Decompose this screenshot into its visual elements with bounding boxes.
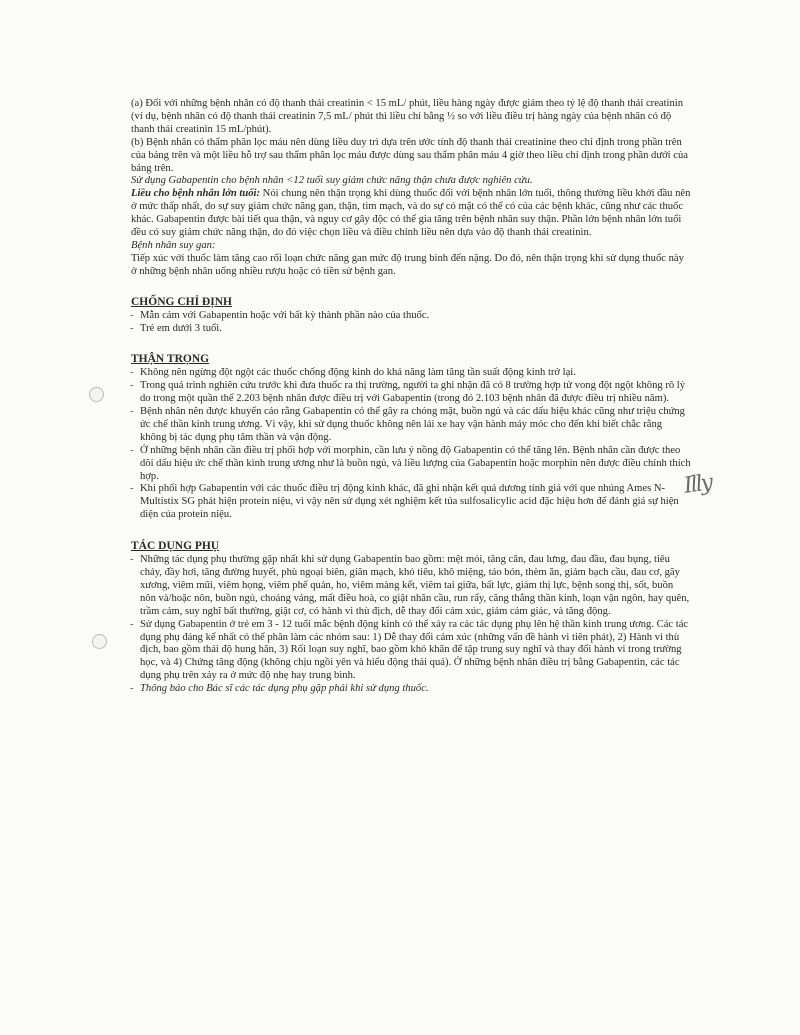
list-item: - Ở những bệnh nhân cần điều trị phối hợp với morphin, cần lưu ý nồng độ Gabapentin có thể tăng lên. Bệnh nhân cần được theo dõi dấu hiệu ức chế thần kinh trung ương như là buồn ngủ, và liều lượng của Gabapentin hoặc morphin nên được điều chỉnh thích hợp.	[131, 445, 691, 484]
elderly-dosing	[131, 188, 691, 240]
list-item: - Trong quá trình nghiên cứu trước khi đưa thuốc ra thị trường, người ta ghi nhận đã có 8 trường hợp tử vong đột ngột không rõ lý do trong một quần thể 2.203 bệnh nhân được điều trị với Gabapentin (trong đó 2.103 bệnh nhân đã được điều trị nhiều năm).	[131, 380, 691, 406]
elderly-dosing-label: Liều cho bệnh nhân lớn tuổi:	[131, 188, 261, 200]
list-item: - Mẫn cảm với Gabapentin hoặc với bất kỳ thành phần nào của thuốc.	[131, 310, 691, 323]
liver-label: Bệnh nhân suy gan:	[131, 239, 216, 251]
precautions-list	[131, 367, 691, 522]
side-effects-heading: TÁC DỤNG PHỤ	[131, 540, 220, 553]
contraindications-list	[131, 310, 691, 336]
list-item: - Những tác dụng phụ thường gặp nhất khi sử dụng Gabapentin bao gồm: mệt mỏi, tăng cân, đau lưng, đau đầu, đau bụng, tiêu chảy, đầy hơi, tăng đường huyết, phù ngoại biên, giãn mạch, khó tiêu, khô miệng, táo bón, thèm ăn, giảm bạch cầu, đau cơ, gãy xương, viêm mũi, viêm họng, viêm phế quản, ho, viêm màng kết, viêm tai giữa, bất lực, giảm thị lực, bệnh song thị, sốt, buồn nôn và/hoặc nôn, buồn ngủ, choáng váng, mất điều hoà, co giật nhãn cầu, run rẩy, căng thẳng thần kinh, loạn vận ngôn, hay quên, trầm cảm, suy nghĩ bất thường, giật cơ, có hành vi thù địch, dễ thay đổi cảm xúc, giảm cảm giác, và tăng động.	[131, 554, 691, 619]
side-effects-list	[131, 554, 691, 696]
contraindications-heading: CHỐNG CHỈ ĐỊNH	[131, 295, 232, 308]
punch-hole-top	[89, 387, 104, 402]
side-effects-notice: - Thông báo cho Bác sĩ các tác dụng phụ gặp phải khi sử dụng thuốc.	[131, 683, 691, 696]
renal-note-a: (a) Đối với những bệnh nhân có độ thanh thải creatinin < 15 mL/ phút, liều hàng ngày được giảm theo tỷ lệ độ thanh thải creatinin (ví dụ, bệnh nhân có độ thanh thải creatinin 7,5 mL/ phút thì liều chỉ bằng ½ so với liều điều trị hàng ngày của bệnh nhân có độ thanh thải creatinin 15 mL/phút).	[131, 98, 684, 135]
elderly-dosing-text: Nói chung nên thận trọng khi dùng thuốc đối với bệnh nhân lớn tuổi, thông thường liều khởi đầu nên ở mức thấp nhất, do sự suy giảm chức năng gan, thận, tim mạch, và do sự có mặt có thể có của các bệnh khác, cũng như các thuốc khác. Gabapentin được bài tiết qua thận, và nguy cơ gây độc có thể gia tăng trên bệnh nhân suy thận. Phần lớn bệnh nhân lớn tuổi đều có suy giảm chức năng thận, do đó việc chọn liều và điều chỉnh liều nên dựa vào độ thanh thải creatinin.	[131, 188, 691, 239]
list-item: - Bệnh nhân nên được khuyến cáo rằng Gabapentin có thể gây ra chóng mặt, buồn ngủ và các dấu hiệu khác cũng như triệu chứng ức chế thần kinh trung ương. Vì vậy, khi sử dụng thuốc không nên lái xe hay vận hành máy móc cho đến khi biết chắc rằng không bị tác dụng phụ tâm thần và vận động.	[131, 406, 691, 445]
child-renal-note: Sử dụng Gabapentin cho bệnh nhân <12 tuổi suy giảm chức năng thận chưa được nghiên cứu.	[131, 175, 533, 187]
list-item: - Không nên ngừng đột ngột các thuốc chống động kinh do khả năng làm tăng tần suất động kinh trở lại.	[131, 367, 691, 380]
precautions-heading: THẬN TRỌNG	[131, 353, 210, 366]
document-page	[131, 98, 691, 696]
punch-hole-bottom	[92, 634, 107, 649]
handwritten-signature: Illy	[682, 470, 713, 499]
list-item: - Trẻ em dưới 3 tuổi.	[131, 323, 691, 336]
list-item: - Sử dụng Gabapentin ở trẻ em 3 - 12 tuổi mắc bệnh động kinh có thể xảy ra các tác dụng phụ lên hệ thần kinh trung ương. Các tác dụng phụ đáng kể nhất có thể phân làm các nhóm sau: 1) Dễ thay đổi cảm xúc (những vấn đề hành vi tiên phát), 2) Hành vi thù địch, bao gồm thái độ hung hăn, 3) Rối loạn suy nghĩ, bao gồm khó khăn để tập trung suy nghĩ và thay đổi hành vi trong trường học, và 4) Chứng tăng động (không chịu ngồi yên và hiếu động thái quá). Ở những bệnh nhân điều trị bằng Gabapentin, các tác dụng phụ trên xảy ra ở mức độ nhẹ hay trung bình.	[131, 619, 691, 684]
list-item: - Khi phối hợp Gabapentin với các thuốc điều trị động kinh khác, đã ghi nhận kết quả dương tính giả với que nhúng Ames N-Multistix SG phát hiện protein niệu, vì vậy nên sử dụng xét nghiệm kết tủa sulfosalicylic acid đặc hiệu hơn để đánh giá sự hiện diện của protein niệu.	[131, 483, 691, 522]
renal-note-b: (b) Bệnh nhân có thẩm phân lọc máu nên dùng liều duy trì dựa trên ước tính độ thanh thải creatinine theo chỉ định trong phần trên của bảng trên và một liều hỗ trợ sau thẩm phân lọc máu được dùng sau thẩm phân máu 4 giờ theo liều chỉ định trong phần dưới của bảng trên.	[131, 136, 688, 174]
liver-text: Tiếp xúc với thuốc làm tăng cao rối loạn chức năng gan mức độ trung bình đến nặng. Do đó, nên thận trọng khi sử dụng thuốc này ở những bệnh nhân uống nhiều rượu hoặc có tiền sử bệnh gan.	[131, 252, 684, 277]
